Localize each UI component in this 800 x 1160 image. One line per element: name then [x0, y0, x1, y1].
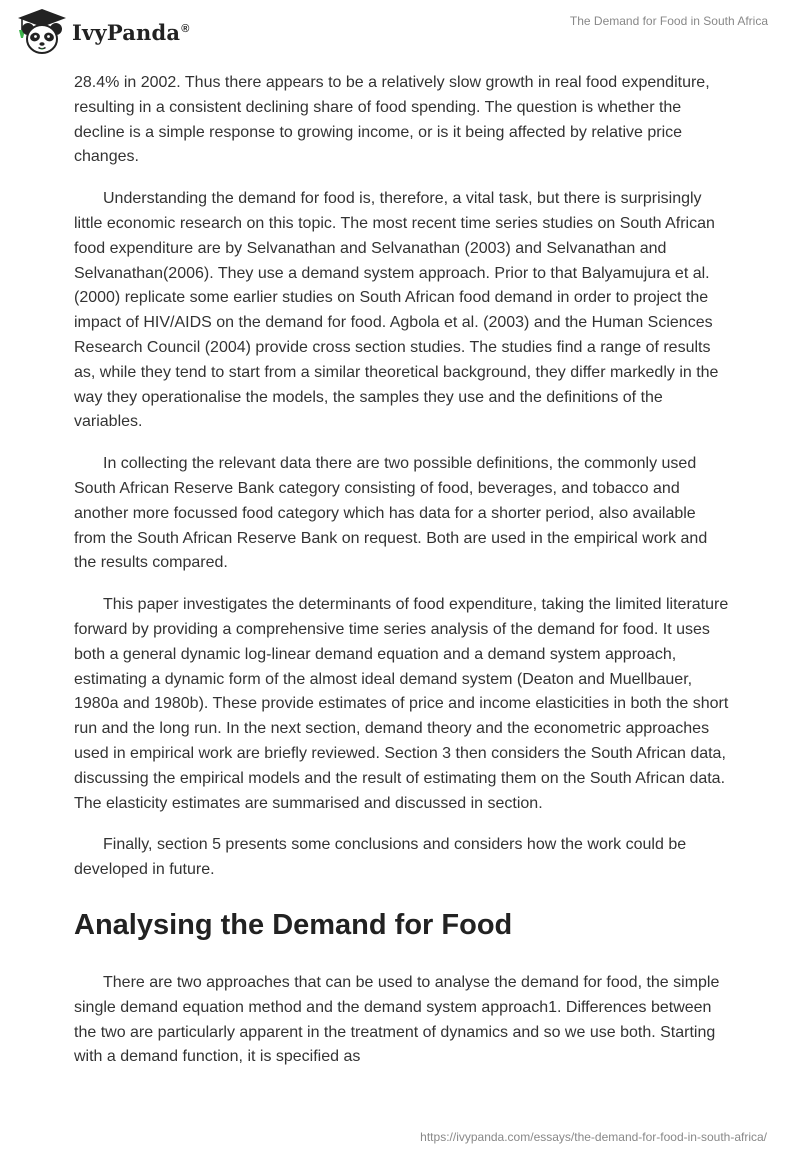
source-url[interactable]: https://ivypanda.com/essays/the-demand-for-food-in-south-africa/ — [420, 1130, 767, 1144]
brand-logo[interactable] — [14, 7, 190, 57]
paragraph: Finally, section 5 presents some conclusions and considers how the work could be developed in future. — [74, 836, 687, 879]
ivypanda-logo-icon — [14, 7, 70, 57]
brand-name-text: IvyPanda — [72, 19, 181, 45]
essay-body — [74, 71, 730, 1087]
paragraph: This paper investigates the determinants of food expenditure, taking the limited literature forward by providing a comprehensive time series analysis of the demand for food. It uses both a general dynamic log-linear demand equation and a demand system approach, estimating a dynamic form of the almost ideal demand system (Deaton and Muellbauer, 1980a and 1980b). These provide estimates of price and income elasticities in both the short run and the long run. In the next section, demand theory and the econometric approaches used in empirical work are briefly reviewed. Section 3 then considers the South African data, discussing the empirical models and the result of estimating them on the South African data. The elasticity estimates are summarised and discussed in section. — [74, 596, 729, 812]
brand-name — [72, 20, 190, 45]
paragraph: There are two approaches that can be used to analyse the demand for food, the simple single demand equation method and the demand system approach1. Differences between the two are particularly apparent in the treatment of dynamics and so we use both. Starting with a demand function, it is specified as — [74, 973, 720, 1066]
paragraph: In collecting the relevant data there are two possible definitions, the commonly used South African Reserve Bank category consisting of food, beverages, and tobacco and another more focussed food category which has data for a shorter period, also available from the South African Reserve Bank on request. Both are used in the empirical work and the results compared. — [74, 455, 708, 572]
brand-registered-mark: ® — [181, 22, 190, 35]
section-heading: Analysing the Demand for Food — [74, 908, 513, 941]
paragraph: 28.4% in 2002. Thus there appears to be a relatively slow growth in real food expenditure, resulting in a consistent declining share of food spending. The question is whether the decline is a simple response to growing income, or is it being affected by relative price changes. — [74, 74, 710, 166]
document-title: The Demand for Food in South Africa — [569, 14, 768, 28]
paragraph: Understanding the demand for food is, therefore, a vital task, but there is surprisingly little economic research on this topic. The most recent time series studies on South African food expenditure are by Selvanathan and Selvanathan (2003) and Selvanathan and Selvanathan(2006). They use a demand system approach. Prior to that Balyamujura et al. (2000) replicate some earlier studies on South African food demand in order to project the impact of HIV/AIDS on the demand for food. Agbola et al. (2003) and the Human Sciences Research Council (2004) provide cross section studies. The studies find a range of results as, while they tend to start from a similar theoretical background, they differ markedly in the way they operationalise the models, the samples they use and the definitions of the variables. — [74, 190, 719, 431]
page-header — [0, 0, 800, 64]
